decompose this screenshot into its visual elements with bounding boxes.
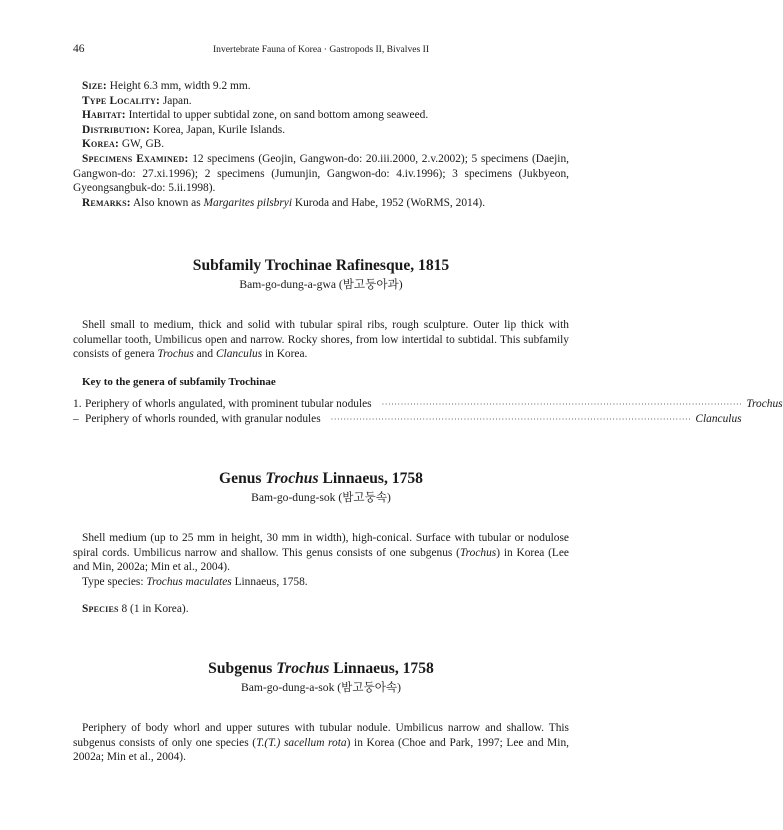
subfamily-title: Subfamily Trochinae Rafinesque, 1815 xyxy=(192,257,450,274)
page-number: 46 xyxy=(73,43,85,55)
remarks-taxon: Margarites pilsbryi xyxy=(203,196,293,209)
subgenus-section xyxy=(73,659,569,695)
remarks-text: Kuroda and Habe, 1952 (WoRMS, 2014). xyxy=(294,196,486,209)
key-couplet xyxy=(73,397,783,413)
key-number: 1. xyxy=(73,397,82,410)
field-value: Height 6.3 mm, width 9.2 mm. xyxy=(109,80,251,92)
key-text: Periphery of whorls rounded, with granular nodules xyxy=(85,413,321,426)
key-text: Periphery of whorls angulated, with prominent tubular nodules xyxy=(85,397,372,410)
field-habitat xyxy=(73,108,569,123)
field-value: GW, GB. xyxy=(121,138,165,151)
field-label: Type Locality: xyxy=(82,94,160,107)
description-paragraph xyxy=(73,721,569,765)
field-value: Korea, Japan, Kurile Islands. xyxy=(152,123,286,136)
text-run: Shell small to medium, thick and solid with tubular spiral ribs, rough sculpture. Outer lip thick with columellar tooth, Umbilicus open and narrow. Rocky shores, from low intertidal to subtidal. This subfamily consists of genera xyxy=(73,319,569,361)
subgenus-description xyxy=(73,721,569,765)
field-label: Distribution: xyxy=(82,123,150,136)
field-size xyxy=(73,79,569,94)
title-text: Subgenus xyxy=(208,660,273,677)
field-label: Habitat: xyxy=(82,109,126,122)
species-value: 8 (1 in Korea). xyxy=(121,603,189,616)
text-run: in Korea. xyxy=(265,348,308,361)
field-distribution xyxy=(73,123,569,138)
field-label: Remarks: xyxy=(82,196,131,209)
text-run: Linnaeus, 1758. xyxy=(234,575,308,588)
field-value: Japan. xyxy=(162,94,192,107)
type-species-name: Trochus maculates xyxy=(146,575,232,588)
description-paragraph xyxy=(73,531,569,575)
key-couplet xyxy=(73,412,742,428)
leader-dots: ·················································································································· xyxy=(381,399,743,409)
type-species xyxy=(73,575,569,590)
subgenus-korean-name: Bam-go-dung-a-sok (밤고둥아속) xyxy=(241,681,401,694)
genus-name: Clanculus xyxy=(215,348,263,361)
subfamily-korean-name: Bam-go-dung-a-gwa (밤고둥아과) xyxy=(239,278,403,291)
text-run: ) in Korea (Choe and Park, 1997; Lee and Min, 2002a; Min et al., 2004). xyxy=(73,736,569,764)
field-value: Intertidal to upper subtidal zone, on sand bottom among seaweed. xyxy=(128,109,429,122)
genus-title xyxy=(73,469,569,488)
text-run: Shell medium (up to 25 mm in height, 30 mm in width), high-conical. Surface with tubular or nodulose spiral cords. Umbilicus narrow and shallow. This genus consists of one subgenus ( xyxy=(73,532,569,559)
species-label: Species xyxy=(82,603,119,616)
page-header xyxy=(73,42,569,56)
key-title: Key to the genera of subfamily Trochinae xyxy=(82,376,276,388)
field-label: Specimens Examined: xyxy=(82,152,189,165)
remarks-text: Also known as xyxy=(132,196,201,209)
leader-dots: ·················································································································· xyxy=(330,415,692,425)
field-korea xyxy=(73,137,569,152)
field-value: 12 specimens (Geojin, Gangwon-do: 20.iii.2000, 2.v.2002); 5 specimens (Daejin, Gangwon-do: 27.xi.1996); 2 specimens (Jumunjin, Gangwon-do: 4.iv.1996); 3 specimens (Jukbyeon, Gyeongsangbuk-do: 5.ii.1998). xyxy=(73,152,569,195)
title-text: Linnaeus, 1758 xyxy=(322,470,423,487)
title-taxon: Trochus xyxy=(265,470,319,487)
subgenus-name: Trochus xyxy=(459,546,497,559)
genera-key xyxy=(73,375,783,428)
field-type-locality xyxy=(73,94,569,109)
key-taxon: Trochus xyxy=(746,397,783,410)
field-remarks xyxy=(73,196,569,211)
subfamily-description xyxy=(73,318,569,362)
subfamily-section xyxy=(73,256,569,292)
subgenus-title xyxy=(73,659,569,678)
genus-description xyxy=(73,531,569,617)
title-taxon: Trochus xyxy=(276,660,330,677)
type-species-label: Type species: xyxy=(82,575,144,588)
genus-korean-name: Bam-go-dung-sok (밤고둥속) xyxy=(251,491,391,504)
key-taxon: Clanculus xyxy=(695,413,742,426)
title-text: Linnaeus, 1758 xyxy=(333,660,434,677)
species-count xyxy=(73,602,569,617)
text-run: ) in Korea (Lee and Min, 2002a; Min et al., 2004). xyxy=(73,546,569,574)
species-name: T.(T.) sacellum rota xyxy=(256,736,347,749)
key-number: – xyxy=(73,413,79,426)
genus-name: Trochus xyxy=(157,348,194,361)
species-fields xyxy=(73,79,569,210)
genus-section xyxy=(73,469,569,505)
field-label: Korea: xyxy=(82,138,119,151)
description-paragraph xyxy=(73,318,569,362)
title-text: Genus xyxy=(219,470,262,487)
text-run: Periphery of body whorl and upper sutures with tubular nodule. Umbilicus narrow and shallow. This subgenus consists of only one species ( xyxy=(73,722,569,749)
text-run: and xyxy=(196,348,214,361)
field-specimens-examined xyxy=(73,152,569,196)
running-head: Invertebrate Fauna of Korea · Gastropods II, Bivalves II xyxy=(212,44,430,55)
field-label: Size: xyxy=(82,80,107,92)
